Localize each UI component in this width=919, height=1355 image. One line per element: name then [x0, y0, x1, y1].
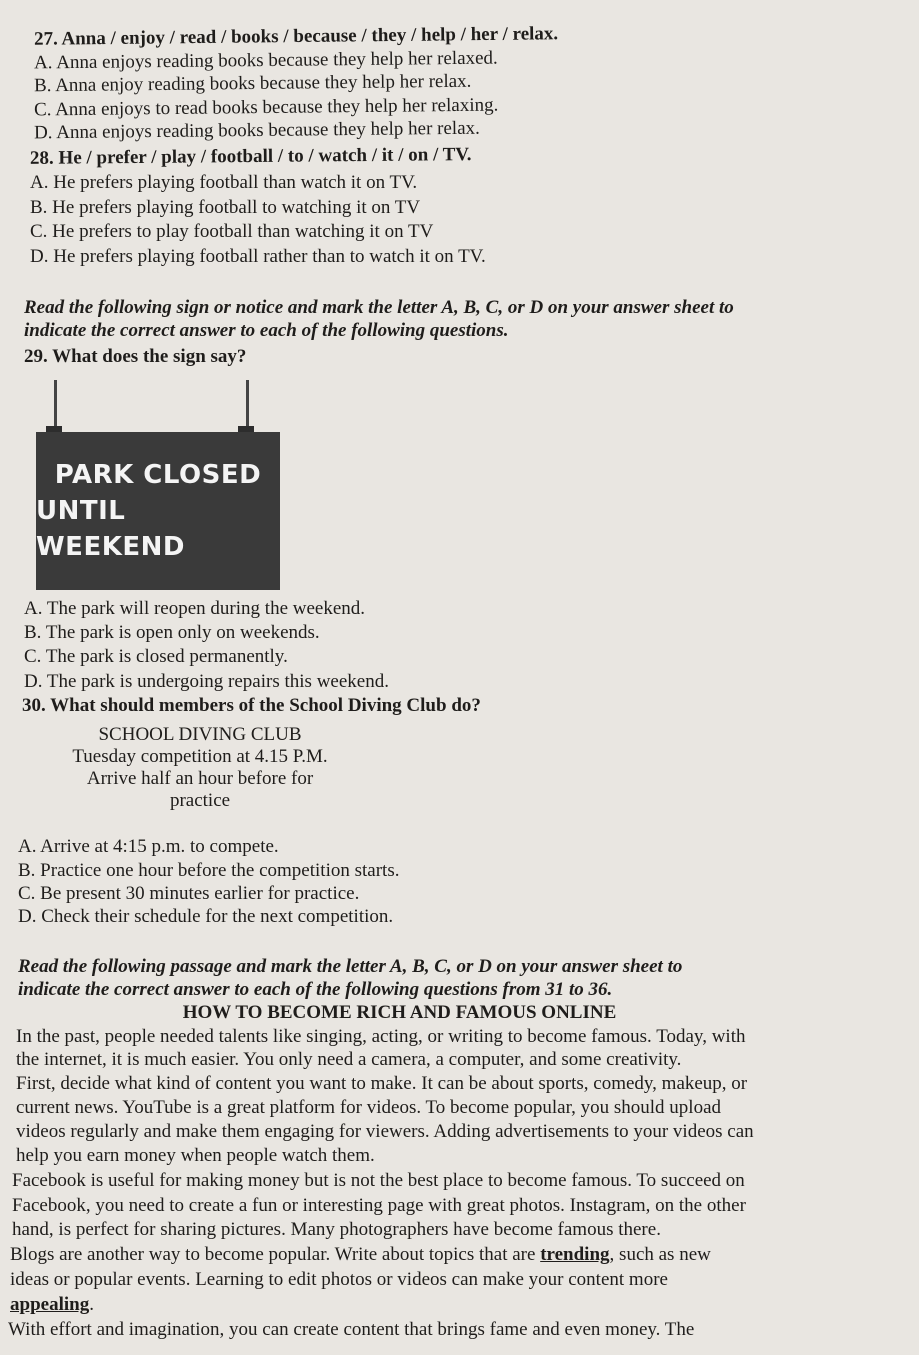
park-sign: [36, 380, 280, 590]
q27-option-d: D. Anna enjoys reading books because they help her relax.: [33, 117, 480, 144]
passage-p2-line-3: videos regularly and make them engaging for viewers. Adding advertisements to your videos can: [16, 1121, 754, 1142]
passage-p2-line-1: First, decide what kind of content you want to make. It can be about sports, comedy, makeup, or: [16, 1073, 748, 1094]
instruction-passage-line-2: indicate the correct answer to each of the following questions from 31 to 36.: [18, 979, 613, 1000]
notice-title: SCHOOL DIVING CLUB: [98, 724, 302, 745]
passage-p3-line-1: Facebook is useful for making money but is not the best place to become famous. To succeed on: [12, 1170, 745, 1191]
question-30-prompt: 30. What should members of the School Diving Club do?: [22, 695, 481, 716]
sign-line-2: UNTIL WEEKEND: [36, 496, 185, 562]
p4-text-a: Blogs are another way to become popular. Write about topics that are: [10, 1244, 541, 1265]
question-28-prompt: 28. He / prefer / play / football / to / watch / it / on / TV.: [29, 144, 472, 169]
passage-p2-line-2: current news. YouTube is a great platform for videos. To become popular, you should upload: [16, 1097, 722, 1118]
q30-option-d: D. Check their schedule for the next competition.: [18, 906, 394, 927]
q27-option-a: A. Anna enjoys reading books because they help her relaxed.: [33, 47, 498, 74]
notice-line-2: Arrive half an hour before for: [86, 768, 314, 789]
instruction-sign-line-2: indicate the correct answer to each of the following questions.: [24, 320, 509, 341]
question-27-prompt: 27. Anna / enjoy / read / books / because / they / help / her / relax.: [33, 23, 559, 50]
question-29-prompt: 29. What does the sign say?: [24, 346, 247, 367]
passage-p1-line-1: In the past, people needed talents like singing, acting, or writing to become famous. Today, with: [16, 1026, 746, 1047]
passage-p4-line-1: [10, 1244, 711, 1266]
sign-line-1: PARK CLOSED: [54, 460, 262, 490]
q29-option-d: D. The park is undergoing repairs this weekend.: [24, 671, 389, 692]
notice-line-1: Tuesday competition at 4.15 P.M.: [72, 746, 328, 767]
q30-option-b: B. Practice one hour before the competition starts.: [18, 860, 400, 881]
underlined-word-appealing: appealing: [10, 1294, 90, 1315]
p4-text-b: , such as new: [609, 1244, 711, 1265]
passage-p4-line-3: [10, 1294, 94, 1316]
sign-pole-left: [54, 380, 57, 428]
passage-title: HOW TO BECOME RICH AND FAMOUS ONLINE: [182, 1002, 617, 1023]
passage-p4-line-2: ideas or popular events. Learning to edit photos or videos can make your content more: [10, 1269, 668, 1290]
q27-option-b: B. Anna enjoy reading books because they help her relax.: [33, 70, 472, 97]
sign-pole-right: [246, 380, 249, 428]
passage-p5-line-1: With effort and imagination, you can create content that brings fame and even money. The: [8, 1319, 695, 1340]
q28-option-c: C. He prefers to play football than watching it on TV: [30, 221, 434, 242]
sign-board: [36, 432, 280, 590]
q28-option-b: B. He prefers playing football to watching it on TV: [30, 197, 421, 218]
passage-p2-line-4: help you earn money when people watch them.: [16, 1145, 375, 1166]
q30-option-c: C. Be present 30 minutes earlier for practice.: [18, 883, 360, 904]
passage-p3-line-2: Facebook, you need to create a fun or interesting page with great photos. Instagram, on the other: [12, 1195, 746, 1216]
instruction-sign-line-1: Read the following sign or notice and mark the letter A, B, C, or D on your answer sheet to: [24, 297, 734, 318]
passage-p1-line-2: the internet, it is much easier. You only need a camera, a computer, and some creativity.: [16, 1049, 682, 1070]
q29-option-a: A. The park will reopen during the weekend.: [24, 598, 366, 619]
q27-option-c: C. Anna enjoys to read books because they help her relaxing.: [33, 94, 499, 121]
q30-option-a: A. Arrive at 4:15 p.m. to compete.: [18, 836, 279, 857]
q28-option-d: D. He prefers playing football rather than to watch it on TV.: [30, 246, 486, 267]
instruction-passage-line-1: Read the following passage and mark the letter A, B, C, or D on your answer sheet to: [18, 956, 683, 977]
q29-option-c: C. The park is closed permanently.: [24, 646, 288, 667]
underlined-word-trending: trending: [540, 1244, 610, 1265]
q29-option-b: B. The park is open only on weekends.: [24, 622, 320, 643]
p4-text-end: .: [89, 1294, 94, 1315]
q28-option-a: A. He prefers playing football than watch it on TV.: [30, 172, 418, 193]
notice-line-3: practice: [169, 790, 231, 811]
passage-p3-line-3: hand, is perfect for sharing pictures. Many photographers have become famous there.: [12, 1219, 661, 1240]
